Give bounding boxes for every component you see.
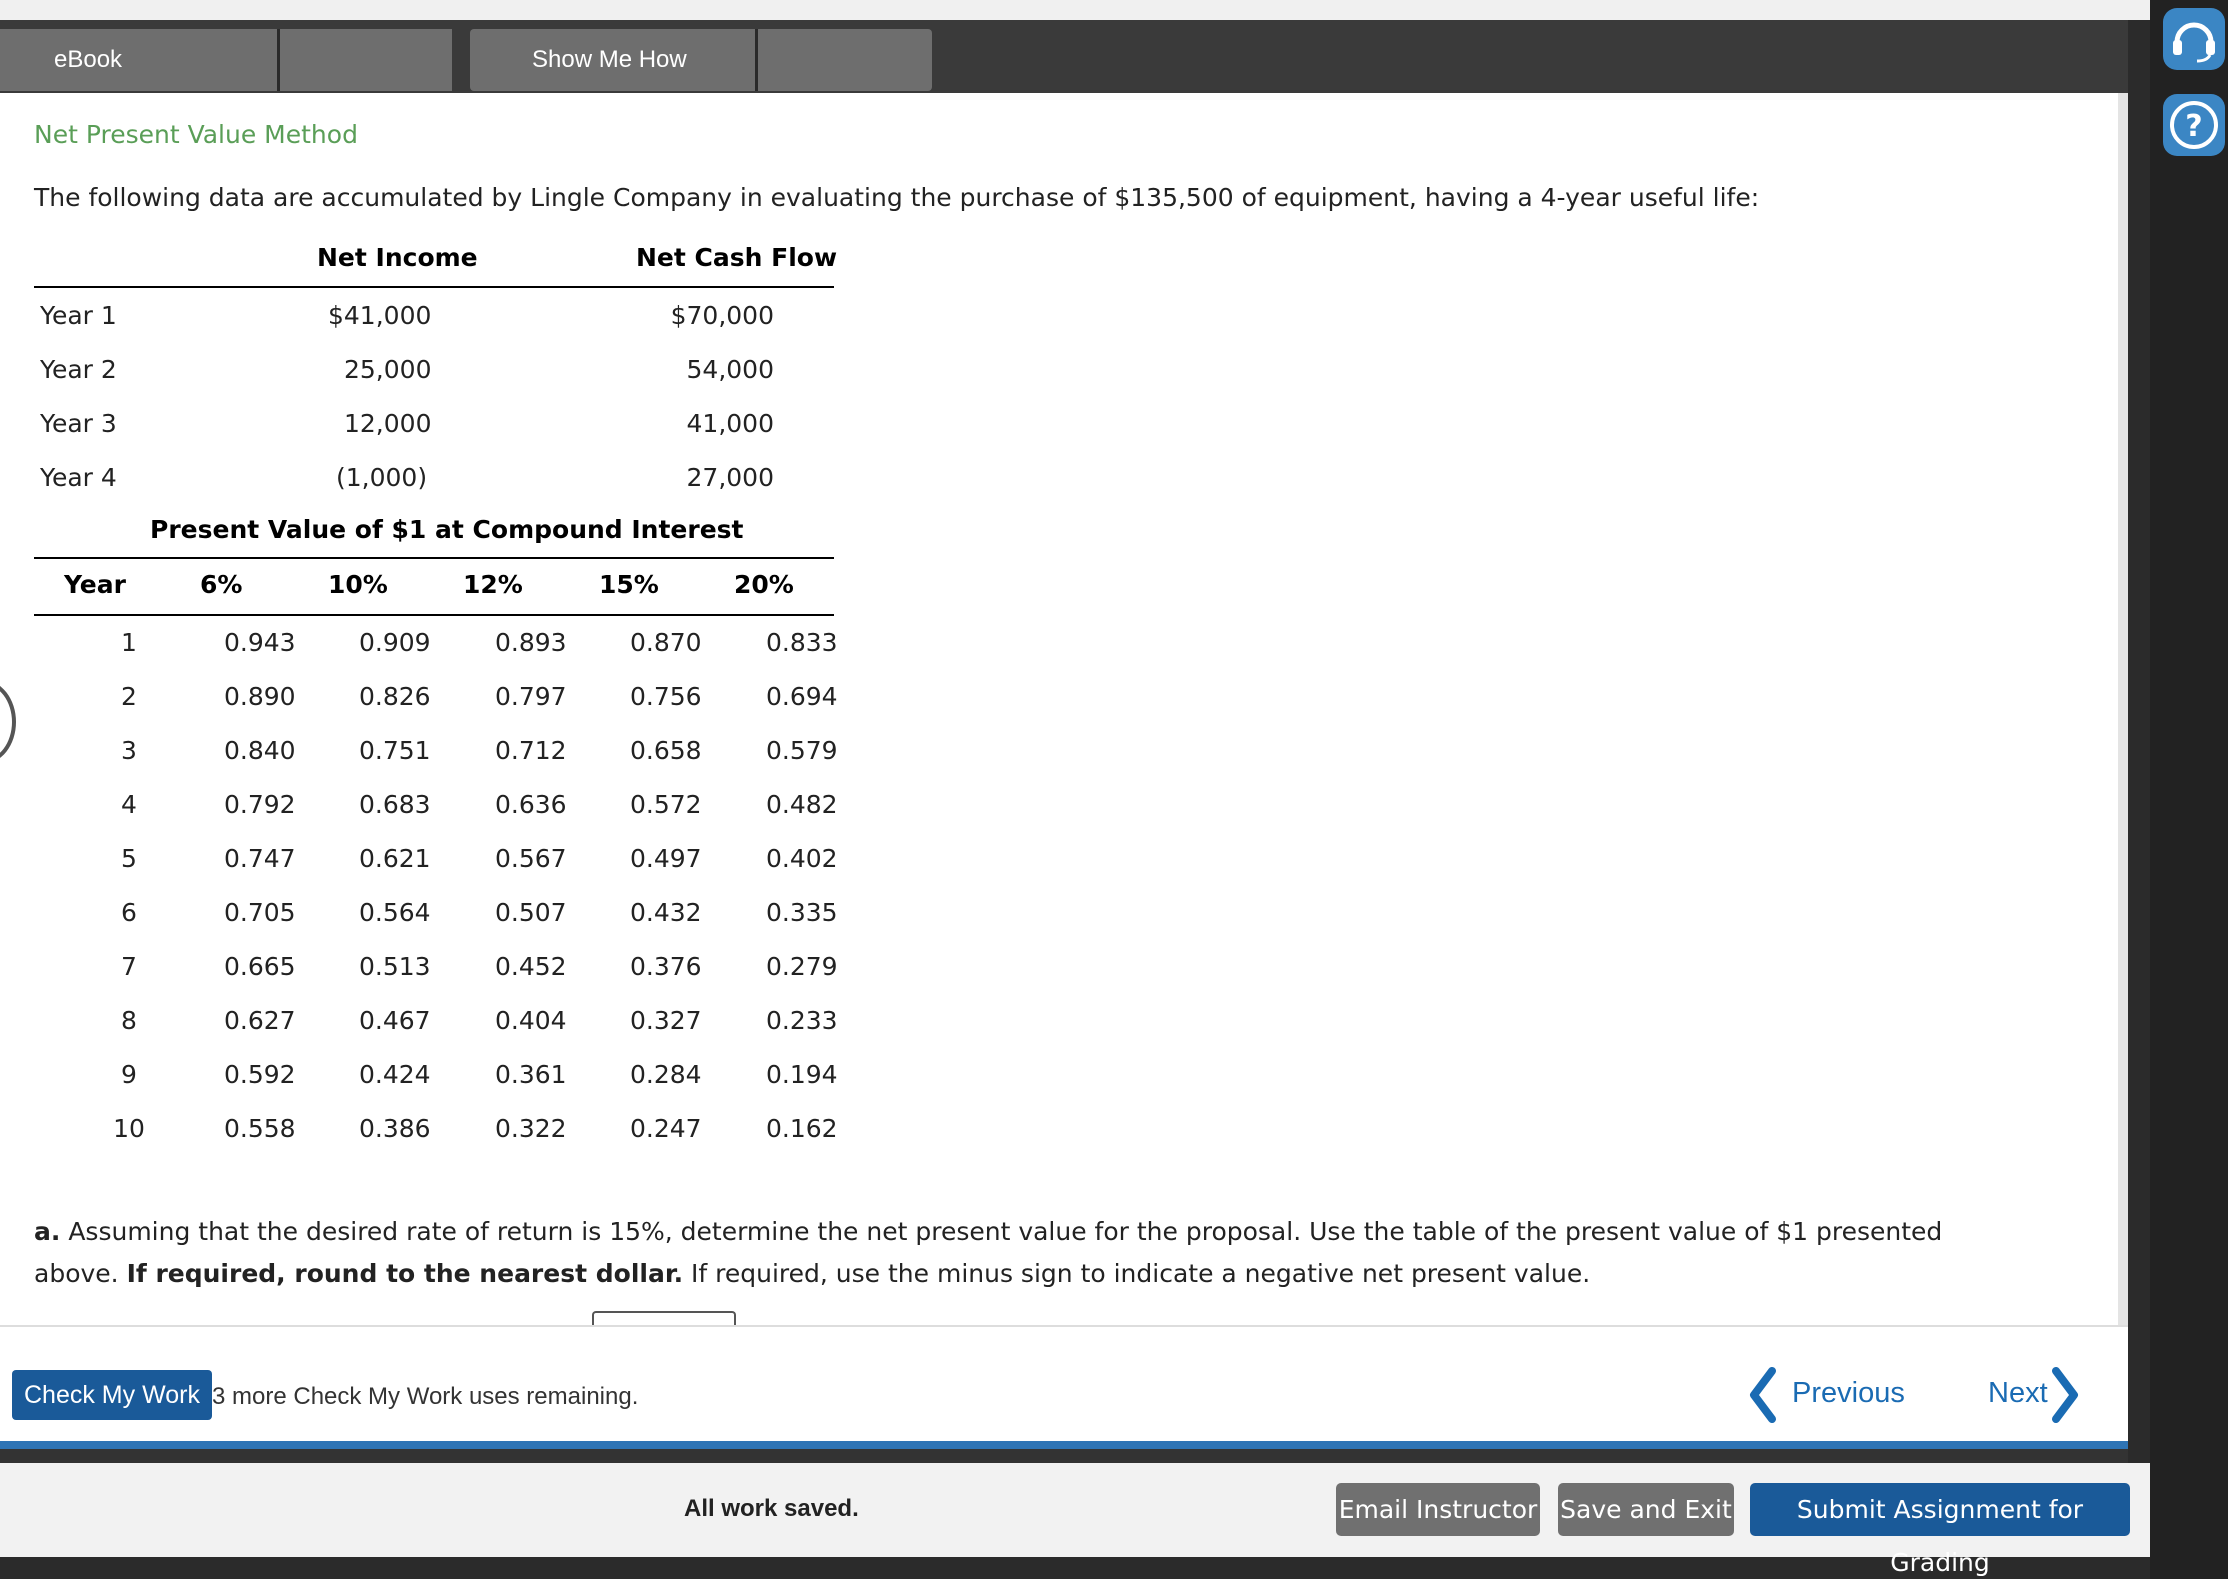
- pv-factor-cell: 0.279: [766, 952, 838, 981]
- previous-button[interactable]: [1746, 1367, 1906, 1423]
- question-text: Assuming that the desired rate of return is 15%, determine the net present value for the proposal. Use the table of the present value of $1 presented above.: [34, 1217, 1943, 1288]
- table-rule: [34, 557, 834, 559]
- svg-text:?: ?: [2185, 109, 2203, 144]
- pv-header-20: 20%: [734, 570, 794, 599]
- pv-factor-cell: 0.335: [766, 898, 838, 927]
- pv-factor-cell: 0.452: [495, 952, 567, 981]
- pv-factor-cell: 0.943: [224, 628, 296, 657]
- pv-factor-cell: 0.893: [495, 628, 567, 657]
- pv-year-cell: 9: [121, 1060, 137, 1089]
- pv-factor-cell: 0.705: [224, 898, 296, 927]
- pv-factor-cell: 0.712: [495, 736, 567, 765]
- pv-table-row: [34, 790, 838, 830]
- table-row: [34, 301, 834, 341]
- pv-factor-cell: 0.507: [495, 898, 567, 927]
- next-label: Next: [1988, 1377, 2048, 1409]
- pv-factor-cell: 0.361: [495, 1060, 567, 1089]
- pv-factor-cell: 0.636: [495, 790, 567, 819]
- tab-ebook-label: eBook: [54, 46, 123, 73]
- right-panel: [2150, 0, 2228, 1579]
- pv-factor-cell: 0.194: [766, 1060, 838, 1089]
- pv-year-cell: 1: [121, 628, 137, 657]
- pv-factor-cell: 0.909: [359, 628, 431, 657]
- assignment-footer: [0, 1325, 2128, 1441]
- pv-factor-cell: 0.579: [766, 736, 838, 765]
- pv-factor-cell: 0.432: [630, 898, 702, 927]
- table-row: [34, 463, 834, 503]
- pv-factor-cell: 0.792: [224, 790, 296, 819]
- question-mark-icon[interactable]: [2163, 94, 2225, 156]
- problem-content: [0, 93, 2118, 1325]
- bottom-action-bar: [0, 1463, 2150, 1577]
- year-label: Year 2: [40, 355, 117, 384]
- question-text-2: If required, use the minus sign to indicate a negative net present value.: [683, 1259, 1591, 1288]
- table-rule: [34, 614, 834, 616]
- next-button[interactable]: [1986, 1367, 2086, 1423]
- pv-factor-cell: 0.665: [224, 952, 296, 981]
- pv-table-row: [34, 844, 838, 884]
- tab-divider: [277, 29, 280, 91]
- pv-table-title: Present Value of $1 at Compound Interest: [150, 515, 744, 544]
- pv-factor-cell: 0.567: [495, 844, 567, 873]
- progress-strip: [0, 1441, 2128, 1449]
- net-cash-flow-value: 27,000: [686, 463, 774, 492]
- pv-table-row: [34, 1006, 838, 1046]
- top-strip: [0, 0, 2228, 20]
- pv-factor-cell: 0.424: [359, 1060, 431, 1089]
- pv-factor-cell: 0.386: [359, 1114, 431, 1143]
- save-status: All work saved.: [684, 1495, 859, 1522]
- pv-factor-cell: 0.826: [359, 682, 431, 711]
- tab-ebook[interactable]: [0, 29, 452, 91]
- pv-year-cell: 4: [121, 790, 137, 819]
- pv-factor-cell: 0.162: [766, 1114, 838, 1143]
- pv-factor-cell: 0.592: [224, 1060, 296, 1089]
- scrollbar-track[interactable]: [2118, 93, 2128, 1325]
- pv-year-cell: 7: [121, 952, 137, 981]
- net-income-value: $41,000: [328, 301, 432, 330]
- tab-bar: [0, 20, 2128, 93]
- pv-year-cell: 5: [121, 844, 137, 873]
- table-row: [34, 355, 834, 395]
- pv-factor-cell: 0.870: [630, 628, 702, 657]
- header-net-income: Net Income: [317, 243, 478, 272]
- pv-factor-cell: 0.322: [495, 1114, 567, 1143]
- pv-header-year: Year: [64, 570, 126, 599]
- pv-factor-cell: 0.747: [224, 844, 296, 873]
- pv-factor-cell: 0.402: [766, 844, 838, 873]
- chevron-right-icon: [2048, 1367, 2082, 1423]
- question-a: [34, 1211, 2034, 1295]
- header-net-cash-flow: Net Cash Flow: [636, 243, 838, 272]
- pv-factor-cell: 0.572: [630, 790, 702, 819]
- email-instructor-button[interactable]: Email Instructor: [1336, 1483, 1540, 1536]
- pv-factor-cell: 0.327: [630, 1006, 702, 1035]
- pv-factor-cell: 0.497: [630, 844, 702, 873]
- pv-year-cell: 8: [121, 1006, 137, 1035]
- pv-factor-cell: 0.376: [630, 952, 702, 981]
- pv-factor-cell: 0.467: [359, 1006, 431, 1035]
- pv-factor-cell: 0.756: [630, 682, 702, 711]
- year-label: Year 3: [40, 409, 117, 438]
- pv-factor-cell: 0.683: [359, 790, 431, 819]
- pv-factor-cell: 0.751: [359, 736, 431, 765]
- pv-factor-cell: 0.482: [766, 790, 838, 819]
- pv-factor-cell: 0.797: [495, 682, 567, 711]
- pv-table-row: [34, 682, 838, 722]
- tab-divider: [755, 29, 758, 91]
- pv-year-cell: 6: [121, 898, 137, 927]
- pv-factor-cell: 0.284: [630, 1060, 702, 1089]
- pv-factor-cell: 0.564: [359, 898, 431, 927]
- check-uses-remaining: 3 more Check My Work uses remaining.: [212, 1383, 639, 1410]
- submit-assignment-button[interactable]: Submit Assignment for Grading: [1750, 1483, 2130, 1536]
- pv-header-10: 10%: [328, 570, 388, 599]
- pv-table-row: [34, 628, 838, 668]
- pv-factor-cell: 0.247: [630, 1114, 702, 1143]
- net-cash-flow-value: 41,000: [686, 409, 774, 438]
- net-income-value: 25,000: [344, 355, 432, 384]
- pv-table-row: [34, 1060, 838, 1100]
- net-cash-flow-value: $70,000: [670, 301, 774, 330]
- pv-table-row: [34, 898, 838, 938]
- chevron-left-icon: [1746, 1367, 1780, 1423]
- problem-intro: The following data are accumulated by Lingle Company in evaluating the purchase of $135,500 of equipment, having a 4-year useful life:: [34, 183, 1760, 212]
- pv-header-12: 12%: [463, 570, 523, 599]
- pv-factor-cell: 0.621: [359, 844, 431, 873]
- pv-header-6: 6%: [200, 570, 243, 599]
- pv-factor-cell: 0.513: [359, 952, 431, 981]
- save-and-exit-button[interactable]: Save and Exit: [1558, 1483, 1734, 1536]
- pv-factor-cell: 0.833: [766, 628, 838, 657]
- headset-icon[interactable]: [2163, 8, 2225, 70]
- question-bold-instruction: If required, round to the nearest dollar.: [126, 1259, 684, 1288]
- pv-factor-cell: 0.890: [224, 682, 296, 711]
- pv-table-row: [34, 736, 838, 776]
- year-label: Year 4: [40, 463, 117, 492]
- pv-factor-cell: 0.558: [224, 1114, 296, 1143]
- pv-factor-cell: 0.658: [630, 736, 702, 765]
- table-rule: [34, 286, 834, 288]
- problem-title: Net Present Value Method: [34, 120, 358, 149]
- pv-factor-cell: 0.627: [224, 1006, 296, 1035]
- pv-header-15: 15%: [599, 570, 659, 599]
- divider-bar: [0, 1449, 2128, 1463]
- tab-show-me-how[interactable]: [470, 29, 932, 91]
- pv-factor-cell: 0.840: [224, 736, 296, 765]
- tab-show-me-how-label: Show Me How: [532, 46, 687, 73]
- pv-factor-cell: 0.233: [766, 1006, 838, 1035]
- net-income-value: (1,000): [336, 463, 428, 492]
- year-label: Year 1: [40, 301, 117, 330]
- pv-factor-cell: 0.694: [766, 682, 838, 711]
- previous-label: Previous: [1792, 1377, 1905, 1409]
- pv-year-cell: 3: [121, 736, 137, 765]
- pv-year-cell: 2: [121, 682, 137, 711]
- table-row: [34, 409, 834, 449]
- answer-field-edge[interactable]: [592, 1311, 736, 1325]
- net-income-value: 12,000: [344, 409, 432, 438]
- pv-year-cell: 10: [113, 1114, 145, 1143]
- question-letter: a.: [34, 1217, 61, 1246]
- pv-factor-cell: 0.404: [495, 1006, 567, 1035]
- pv-table-row: [34, 952, 838, 992]
- check-my-work-button[interactable]: Check My Work: [12, 1370, 212, 1420]
- pv-table-row: [34, 1114, 838, 1154]
- net-cash-flow-value: 54,000: [686, 355, 774, 384]
